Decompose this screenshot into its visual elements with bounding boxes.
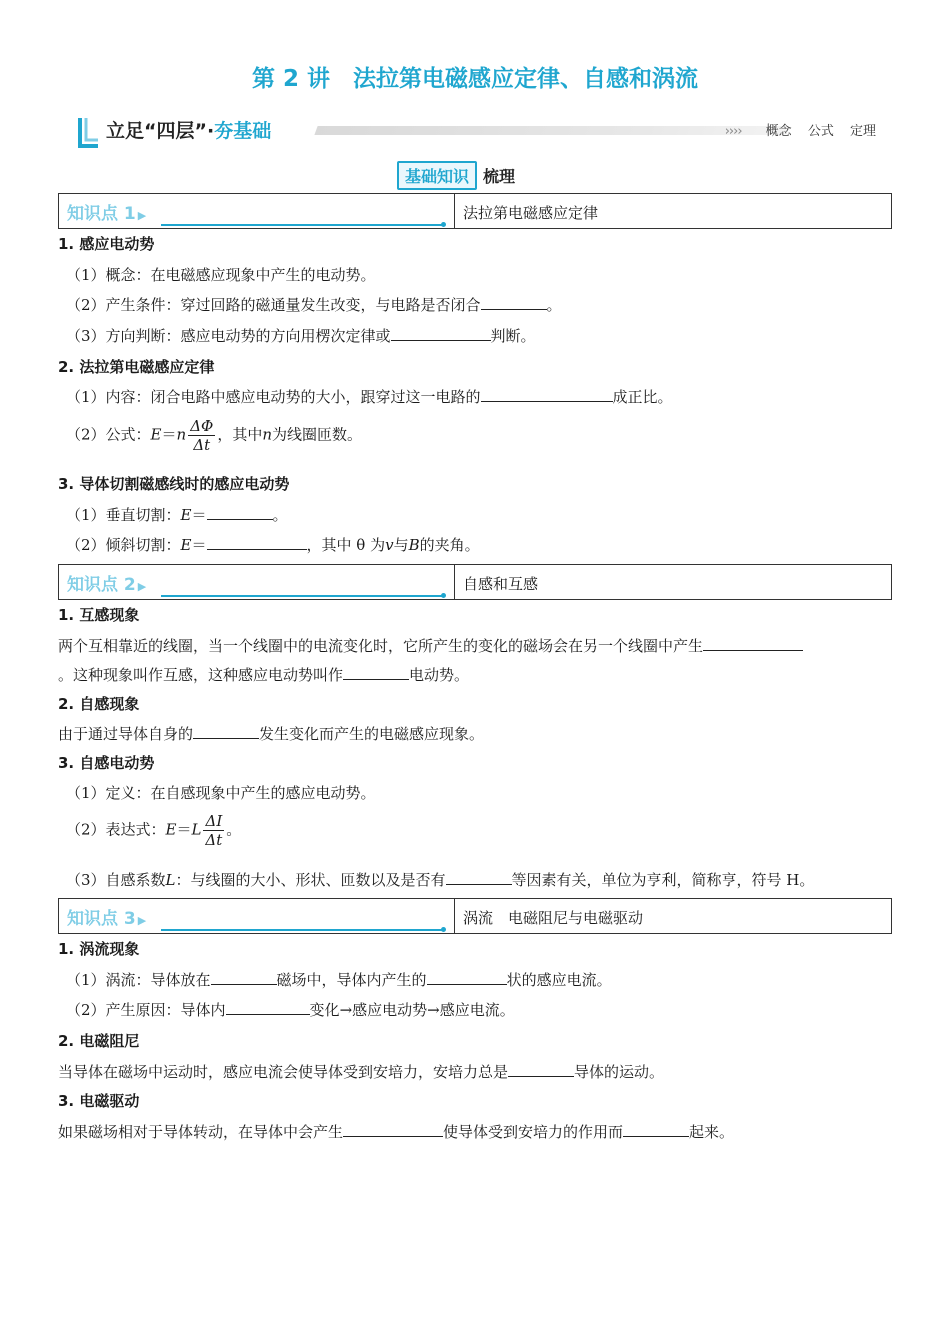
subheading: 2. 自感现象: [58, 695, 140, 713]
text-line: （2）倾斜切割：E＝ ，其中 θ 为v与B的夹角。: [66, 536, 480, 554]
knowledge-point-topic: 自感和互感: [463, 575, 539, 593]
arrow-icon: →: [339, 1001, 353, 1019]
text-line: （1）概念：在电磁感应现象中产生的电动势。: [66, 266, 376, 284]
triangle-icon: ▶: [137, 914, 147, 927]
subheading: 3. 自感电动势: [58, 754, 155, 772]
subheading: 2. 电磁阻尼: [58, 1032, 140, 1050]
fill-blank: [193, 724, 259, 739]
fill-blank: [226, 1000, 310, 1015]
text-line: （3）方向判断：感应电动势的方向用楞次定律或 判断。: [66, 327, 536, 345]
banner-title: 立足“四层”·夯基础: [106, 120, 272, 142]
paragraph-line: 如果磁场相对于导体转动，在导体中会产生 使导体受到安培力的作用而 起来。: [58, 1123, 735, 1141]
knowledge-point-badge: 知识点 3 ▶: [67, 909, 147, 929]
fill-blank: [703, 636, 803, 651]
fill-blank: [481, 387, 613, 402]
fill-blank: [446, 870, 512, 885]
chevrons-icon: ››››: [724, 124, 742, 139]
knowledge-point-badge: 知识点 1 ▶: [67, 204, 147, 224]
triangle-icon: ▶: [137, 580, 147, 593]
fill-blank: [623, 1122, 689, 1137]
paragraph-line: 。这种现象叫作互感，这种感应电动势叫作 电动势。: [58, 666, 470, 684]
knowledge-point-1-header: [58, 193, 892, 229]
text-line: （1）定义：在自感现象中产生的感应电动势。: [66, 784, 376, 802]
knowledge-point-3-header: [58, 898, 892, 934]
subheading: 2. 法拉第电磁感应定律: [58, 358, 215, 376]
subheading: 3. 电磁驱动: [58, 1092, 140, 1110]
knowledge-point-topic: 法拉第电磁感应定律: [463, 204, 599, 222]
fill-blank: [343, 665, 409, 680]
arrow-icon: →: [427, 1001, 440, 1019]
fill-blank: [343, 1122, 443, 1137]
paragraph-line: 当导体在磁场中运动时，感应电流会使导体受到安培力，安培力总是 导体的运动。: [58, 1063, 665, 1081]
tag-concept: 概念: [765, 124, 792, 139]
text-line: （1）涡流：导体放在 磁场中，导体内产生的 状的感应电流。: [66, 971, 612, 989]
section-banner: [78, 112, 898, 152]
knowledge-point-badge: 知识点 2 ▶: [67, 575, 147, 595]
subheading: 1. 感应电动势: [58, 235, 155, 253]
fill-blank: [207, 535, 307, 550]
fill-blank: [211, 970, 277, 985]
subheading: 3. 导体切割磁感线时的感应电动势: [58, 475, 290, 493]
banner-divider-bar: [314, 126, 787, 135]
fraction: $\frac{\Delta I}{\Delta t}$: [205, 812, 223, 849]
text-line: （3）自感系数L：与线圈的大小、形状、匝数以及是否有 等因素有关，单位为亨利，简称亨，符号 H。: [66, 871, 815, 889]
knowledge-point-topic: 涡流 电磁阻尼与电磁驱动: [463, 909, 644, 927]
fill-blank: [481, 295, 547, 310]
fill-blank: [207, 505, 273, 520]
knowledge-point-2-header: [58, 564, 892, 600]
triangle-icon: ▶: [137, 209, 147, 222]
formula-line: （2）表达式：E＝L $\frac{\Delta I}{\Delta t}$ 。: [66, 812, 242, 849]
fill-blank: [391, 326, 491, 341]
text-line: （1）内容：闭合电路中感应电动势的大小，跟穿过这一电路的 成正比。: [66, 388, 673, 406]
fraction: $\frac{\Delta\Phi}{\Delta t}$: [190, 417, 214, 454]
paragraph-line: 两个互相靠近的线圈，当一个线圈中的电流变化时，它所产生的变化的磁场会在另一个线圈中产生: [58, 635, 803, 656]
subheading: 1. 涡流现象: [58, 940, 140, 958]
subheading: 1. 互感现象: [58, 606, 140, 624]
formula-line: （2）公式：E＝n $\frac{\Delta\Phi}{\Delta t}$ ，其中n为线圈匝数。: [66, 417, 363, 454]
paragraph-line: 由于通过导体自身的 发生变化而产生的电磁感应现象。: [58, 725, 485, 743]
text-line: （2）产生条件：穿过回路的磁通量发生改变，与电路是否闭合 。: [66, 296, 562, 314]
tag-formula: 公式: [807, 124, 834, 139]
banner-tags: [725, 120, 876, 139]
fill-blank: [427, 970, 507, 985]
section-heading: 基础知识 梳理: [397, 161, 515, 187]
text-line: （2）产生原因：导体内 变化→感应电动势→感应电流。: [66, 1001, 515, 1019]
fill-blank: [508, 1062, 574, 1077]
tag-theorem: 定理: [849, 124, 876, 139]
page-title: 第 2 讲 法拉第电磁感应定律、自感和涡流: [251, 66, 699, 92]
text-line: （1）垂直切割：E＝ 。: [66, 506, 288, 524]
